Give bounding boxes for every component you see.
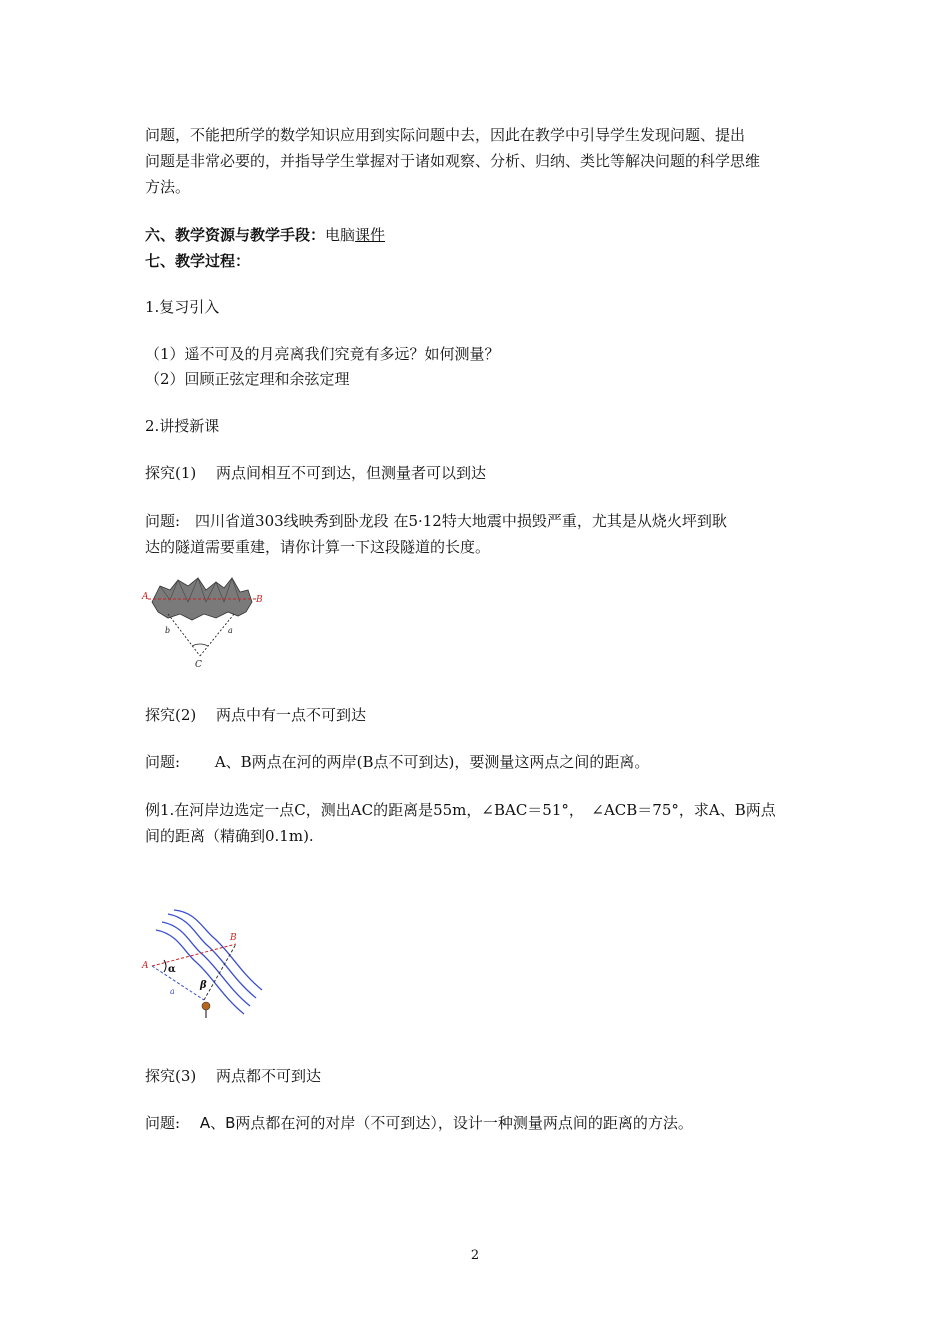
section-6-text: 电脑 [325, 226, 356, 244]
label-alpha: α [168, 964, 176, 975]
mountain-shape [152, 578, 252, 620]
intro-line-2: 问题是非常必要的，并指导学生掌握对于诸如观察、分析、归纳、类比等解决问题的科学思维 [145, 152, 761, 170]
step-1-item-1: （1）遥不可及的月亮离我们究竟有多远？如何测量？ [145, 345, 500, 363]
label-a: A [142, 961, 149, 971]
side-b-line [168, 614, 200, 656]
example-1-line-2: 间的距离（精确到0.1m). [145, 827, 314, 845]
section-7-heading: 七、教学过程： [145, 252, 251, 270]
river-curve-4 [174, 910, 262, 990]
label-c: C [195, 660, 202, 670]
explore-3-title: 探究(3) 两点都不可到达 [145, 1067, 322, 1085]
side-a-line [200, 614, 234, 656]
explore-3-problem-text: A、B两点都在河的对岸（不可到达），设计一种测量两点间的距离的方法。 [195, 1114, 693, 1132]
step-1-item-2: （2）回顾正弦定理和余弦定理 [145, 370, 350, 388]
label-side-a: a [170, 987, 175, 996]
label-beta: β [200, 980, 207, 991]
explore-3-problem [145, 1110, 810, 1136]
explore-2-title: 探究(2) 两点中有一点不可到达 [145, 706, 367, 724]
label-side-a: a [228, 626, 233, 635]
section-6-heading: 六、教学资源与教学手段： [145, 226, 326, 244]
line-ac [152, 966, 204, 1000]
explore-1-problem-line-2: 达的隧道需要重建，请你计算一下这段隧道的长度。 [145, 538, 491, 556]
explore-2-problem: 问题: A、B两点在河的两岸(B点不可到达)，要测量这两点之间的距离。 [145, 753, 650, 771]
intro-line-1: 问题，不能把所学的数学知识应用到实际问题中去，因此在教学中引导学生发现问题、提出 [145, 126, 746, 144]
explore-1-title: 探究(1) 两点间相互不可到达，但测量者可以到达 [145, 464, 487, 482]
surveyor-icon [202, 1002, 210, 1010]
courseware-link[interactable]: 课件 [355, 226, 386, 244]
intro-line-3: 方法。 [145, 178, 191, 196]
label-a: A [142, 592, 149, 602]
section-6 [145, 222, 810, 248]
label-b: B [230, 933, 237, 943]
river-figure [140, 908, 265, 1023]
step-1-title: 1.复习引入 [145, 298, 220, 316]
label-b: B [256, 595, 263, 605]
explore-1-problem-line-1: 问题: 四川省道303线映秀到卧龙段 在5·12特大地震中损毁严重，尤其是从烧火坪到耿 [145, 512, 727, 530]
example-1-line-1: 例1.在河岸边选定一点C，测出AC的距离是55m，∠BAC＝51°， ∠ACB＝75°，求A、B两点 [145, 801, 776, 819]
explore-3-problem-label: 问题: [145, 1114, 196, 1132]
label-side-b: b [165, 626, 171, 635]
step-2-title: 2.讲授新课 [145, 417, 220, 435]
page-number: 2 [470, 1248, 480, 1263]
mountain-tunnel-figure [140, 572, 270, 672]
